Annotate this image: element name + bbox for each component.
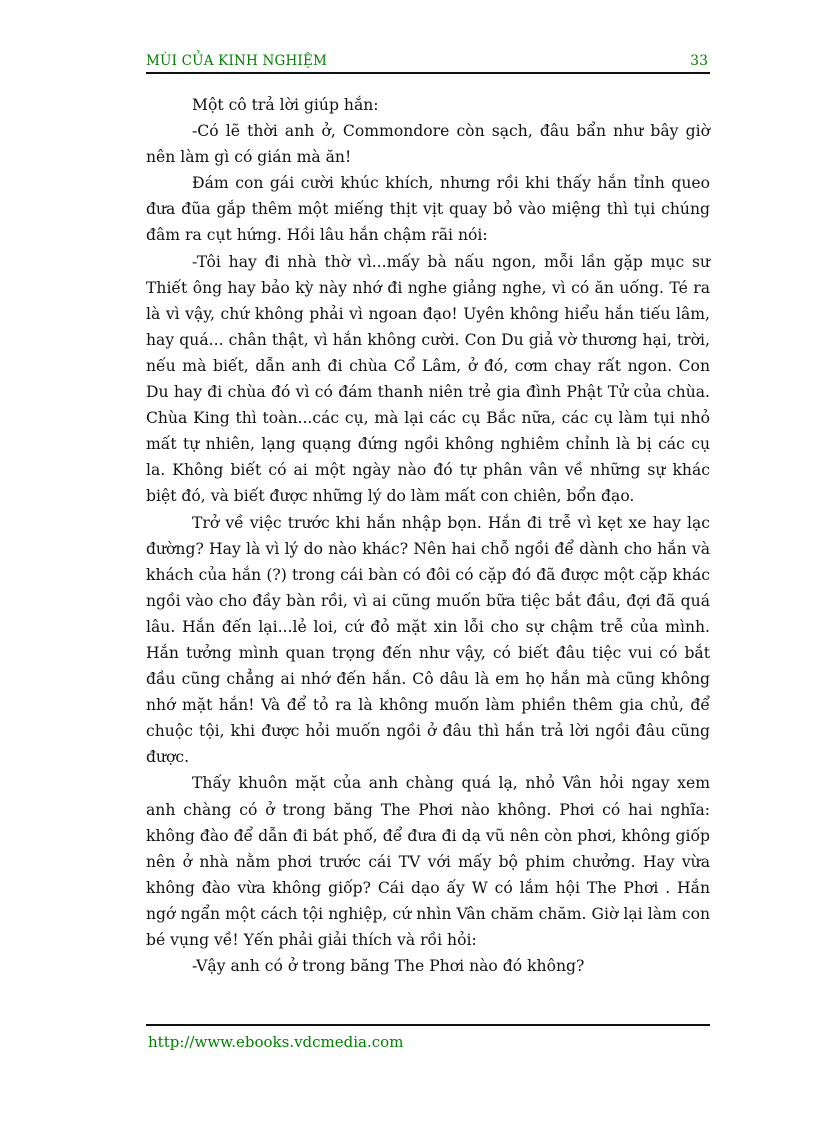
paragraph: Thấy khuôn mặt của anh chàng quá lạ, nhỏ Vân hỏi ngay xem anh chàng có ở trong băng The Phơi nào không. Phơi có hai nghĩa: không đào để dẫn đi bát phố, để đưa đi dạ vũ nên còn phơi, không giốp nên ở nhà nằm phơi trước cái TV với mấy bộ phim chưởng. Hay vừa không đào vừa không giốp? Cái dạo ấy W có lắm hội The Phơi . Hắn ngớ ngẩn một cách tội nghiệp, cứ nhìn Vân chăm chăm. Giờ lại làm con bé vụng về! Yến phải giải thích và rồi hỏi: xyxy=(146,774,710,949)
page-header xyxy=(146,50,710,74)
paragraph: -Có lẽ thời anh ở, Commondore còn sạch, đâu bẩn như bây giờ nên làm gì có gián mà ăn! xyxy=(146,122,710,167)
paragraph: Đám con gái cười khúc khích, nhưng rồi khi thấy hắn tỉnh queo đưa đũa gắp thêm một miếng thịt vịt quay bỏ vào miệng thì tụi chúng đâm ra cụt hứng. Hồi lâu hắn chậm rãi nói: xyxy=(146,174,710,245)
footer-url-link[interactable]: http://www.ebooks.vdcmedia.com xyxy=(148,1033,404,1051)
paragraph: -Vậy anh có ở trong băng The Phơi nào đó không? xyxy=(192,957,585,976)
page-number: 33 xyxy=(690,53,708,69)
paragraph: Một cô trả lời giúp hắn: xyxy=(192,96,379,114)
body-text xyxy=(146,92,710,979)
chapter-title: MÙI CỦA KINH NGHIỆM xyxy=(146,53,328,69)
footer-divider xyxy=(146,1024,710,1026)
paragraph: Trở về việc trước khi hắn nhập bọn. Hắn đi trễ vì kẹt xe hay lạc đường? Hay là vì lý do nào khác? Nên hai chỗ ngồi để dành cho hắn và khách của hắn (?) trong cái bàn có đôi có cặp đó đã được một cặp khác ngồi vào cho đầy bàn rồi, vì ai cũng muốn bữa tiệc bắt đầu, đợi đã quá lâu. Hắn đến lại...lẻ loi, cứ đỏ mặt xin lỗi cho sự chậm trễ của mình. Hắn tưởng mình quan trọng đến như vậy, có biết đâu tiệc vui có bắt đầu cũng chẳng ai nhớ đến hắn. Cô dâu là em họ hắn mà cũng không nhớ mặt hắn! Và để tỏ ra là không muốn làm phiền thêm gia chủ, để chuộc tội, khi được hỏi muốn ngồi ở đâu thì hắn trả lời ngồi đâu cũng được. xyxy=(146,513,710,767)
paragraph: -Tôi hay đi nhà thờ vì...mấy bà nấu ngon, mỗi lần gặp mục sư Thiết ông hay bảo kỳ này nhớ đi nghe giảng nghe, vì có ăn uống. Té ra là vì vậy, chứ không phải vì ngoan đạo! Uyên không hiểu hắn tiếu lâm, hay quá... chân thật, vì hắn không cười. Con Du giả vờ thương hại, trời, nếu mà biết, dẫn anh đi chùa Cổ Lâm, ở đó, cơm chay rất ngon. Con Du hay đi chùa đó vì có đám thanh niên trẻ gia đình Phật Tử của chùa. Chùa King thì toàn...các cụ, mà lại các cụ Bắc nữa, các cụ làm tụi nhỏ mất tự nhiên, lạng quạng đứng ngồi không nghiêm chỉnh là bị các cụ la. Không biết có ai một ngày nào đó tự phân vân về những sự khác biệt đó, và biết được những lý do làm mất con chiên, bổn đạo. xyxy=(146,252,710,506)
